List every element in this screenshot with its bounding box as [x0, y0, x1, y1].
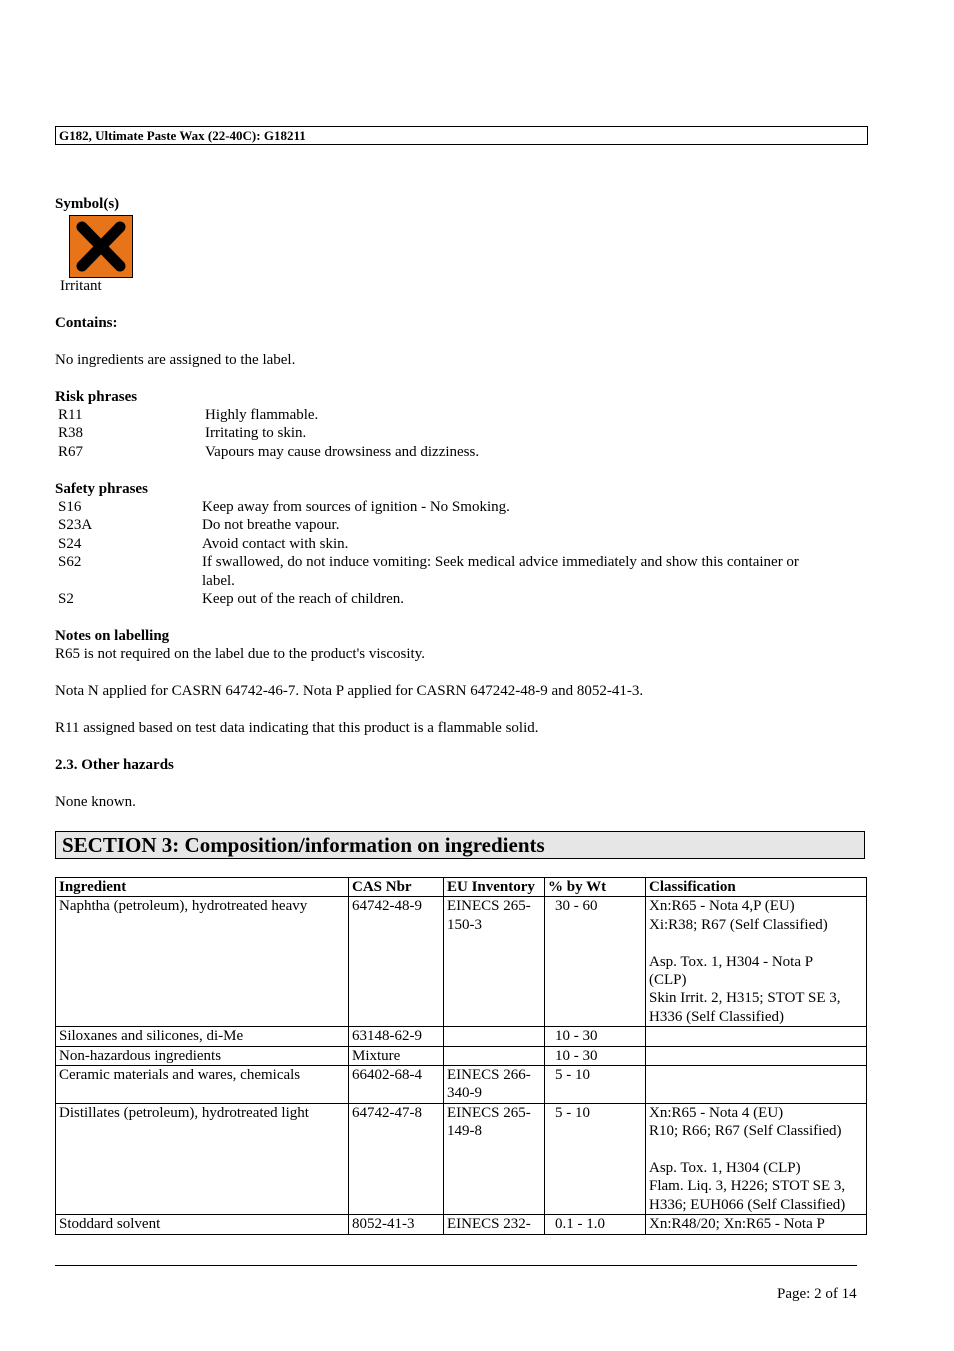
cell-eu-inventory	[444, 1046, 545, 1065]
classification-line: H336; EUH066 (Self Classified)	[649, 1196, 846, 1213]
contains-text: No ingredients are assigned to the label.	[55, 352, 296, 368]
risk-code: R11	[58, 407, 83, 423]
eu-line: EINECS 265-	[447, 1104, 531, 1121]
table-header-row	[56, 878, 867, 897]
cell-cas: 8052-41-3	[349, 1215, 444, 1234]
risk-code: R38	[58, 425, 84, 441]
cell-cas: 64742-47-8	[349, 1103, 444, 1214]
safety-code: S24	[58, 536, 82, 552]
classification-line: Skin Irrit. 2, H315; STOT SE 3,	[649, 990, 841, 1007]
cell-percent: 30 - 60	[545, 897, 646, 1027]
classification-line: Asp. Tox. 1, H304 (CLP)	[649, 1160, 801, 1177]
eu-line: 340-9	[447, 1085, 482, 1102]
cell-classification	[646, 1103, 867, 1214]
classification-line: (CLP)	[649, 972, 687, 989]
risk-text: Vapours may cause drowsiness and dizziness.	[205, 444, 480, 460]
cell-eu-inventory	[444, 1215, 545, 1234]
cell-ingredient: Siloxanes and silicones, di-Me	[56, 1027, 349, 1046]
eu-line: EINECS 266-	[447, 1067, 531, 1084]
eu-line: EINECS 265-	[447, 898, 531, 915]
cell-eu-inventory	[444, 1027, 545, 1046]
risk-code: R67	[58, 444, 84, 460]
classification-line: Xn:R65 - Nota 4,P (EU)	[649, 898, 795, 915]
cell-ingredient: Ceramic materials and wares, chemicals	[56, 1066, 349, 1104]
cell-percent: 10 - 30	[545, 1027, 646, 1046]
column-header-classification: Classification	[646, 878, 867, 897]
classification-line: Xn:R48/20; Xn:R65 - Nota P	[649, 1216, 825, 1233]
classification-line: Flam. Liq. 3, H226; STOT SE 3,	[649, 1178, 846, 1195]
risk-phrases-heading: Risk phrases	[55, 389, 138, 405]
classification-line	[649, 1027, 863, 1045]
safety-text: If swallowed, do not induce vomiting: Seek medical advice immediately and show this container or	[202, 554, 799, 570]
footer-rule	[55, 1265, 857, 1266]
cell-eu-inventory	[444, 1066, 545, 1104]
symbols-heading: Symbol(s)	[55, 196, 120, 212]
classification-line: Xn:R65 - Nota 4 (EU)	[649, 1104, 784, 1121]
risk-text: Highly flammable.	[205, 407, 319, 423]
notes-paragraph: R65 is not required on the label due to the product's viscosity.	[55, 646, 425, 662]
table-row	[56, 1066, 867, 1104]
classification-line: Asp. Tox. 1, H304 - Nota P	[649, 953, 814, 970]
cell-ingredient: Distillates (petroleum), hydrotreated light	[56, 1103, 349, 1214]
column-header-eu-inventory: EU Inventory	[444, 878, 545, 897]
cell-classification	[646, 1027, 867, 1046]
cell-cas: Mixture	[349, 1046, 444, 1065]
section-3-title: SECTION 3: Composition/information on ingredients	[55, 831, 865, 859]
page-number: Page: 2 of 14	[777, 1286, 857, 1302]
cell-eu-inventory	[444, 1103, 545, 1214]
notes-heading: Notes on labelling	[55, 628, 170, 644]
cell-percent: 5 - 10	[545, 1103, 646, 1214]
table-row	[56, 1046, 867, 1065]
safety-text: Keep away from sources of ignition - No Smoking.	[202, 499, 510, 515]
safety-text-continued: label.	[202, 573, 235, 589]
cell-ingredient: Stoddard solvent	[56, 1215, 349, 1234]
cell-percent: 0.1 - 1.0	[545, 1215, 646, 1234]
safety-code: S16	[58, 499, 82, 515]
classification-line	[649, 934, 863, 952]
safety-code: S23A	[58, 517, 93, 533]
cell-classification	[646, 897, 867, 1027]
classification-line: H336 (Self Classified)	[649, 1008, 784, 1025]
table-row	[56, 1103, 867, 1214]
eu-line: 149-8	[447, 1123, 482, 1140]
safety-code: S2	[58, 591, 74, 607]
eu-line: EINECS 232-	[447, 1216, 531, 1233]
cell-cas: 63148-62-9	[349, 1027, 444, 1046]
column-header-percent: % by Wt	[545, 878, 646, 897]
other-hazards-heading: 2.3. Other hazards	[55, 757, 174, 773]
notes-paragraph: R11 assigned based on test data indicating that this product is a flammable solid.	[55, 720, 539, 736]
table-row	[56, 897, 867, 1027]
classification-line	[649, 1066, 863, 1084]
eu-line: 150-3	[447, 916, 482, 933]
cell-percent: 10 - 30	[545, 1046, 646, 1065]
safety-text: Keep out of the reach of children.	[202, 591, 404, 607]
contains-heading: Contains:	[55, 315, 118, 331]
classification-line: Xi:R38; R67 (Self Classified)	[649, 916, 828, 933]
cell-percent: 5 - 10	[545, 1066, 646, 1104]
irritant-x-icon	[69, 215, 133, 278]
table-row	[56, 1027, 867, 1046]
document-header: G182, Ultimate Paste Wax (22-40C): G18211	[55, 126, 868, 145]
safety-code: S62	[58, 554, 82, 570]
cell-ingredient: Non-hazardous ingredients	[56, 1046, 349, 1065]
cell-classification	[646, 1066, 867, 1104]
column-header-cas: CAS Nbr	[349, 878, 444, 897]
cell-eu-inventory	[444, 897, 545, 1027]
classification-line: R10; R66; R67 (Self Classified)	[649, 1123, 842, 1140]
safety-text: Avoid contact with skin.	[202, 536, 349, 552]
cell-cas: 64742-48-9	[349, 897, 444, 1027]
notes-paragraph: Nota N applied for CASRN 64742-46-7. Nota P applied for CASRN 647242-48-9 and 8052-41-3.	[55, 683, 644, 699]
symbol-label: Irritant	[60, 278, 102, 294]
classification-line	[649, 1141, 863, 1159]
ingredients-table	[55, 877, 867, 1235]
cell-classification	[646, 1046, 867, 1065]
risk-text: Irritating to skin.	[205, 425, 307, 441]
table-row	[56, 1215, 867, 1234]
classification-line	[649, 1047, 863, 1065]
column-header-ingredient: Ingredient	[56, 878, 349, 897]
cell-cas: 66402-68-4	[349, 1066, 444, 1104]
safety-phrases-heading: Safety phrases	[55, 481, 148, 497]
other-hazards-text: None known.	[55, 794, 136, 810]
cell-classification	[646, 1215, 867, 1234]
safety-text: Do not breathe vapour.	[202, 517, 340, 533]
cell-ingredient: Naphtha (petroleum), hydrotreated heavy	[56, 897, 349, 1027]
